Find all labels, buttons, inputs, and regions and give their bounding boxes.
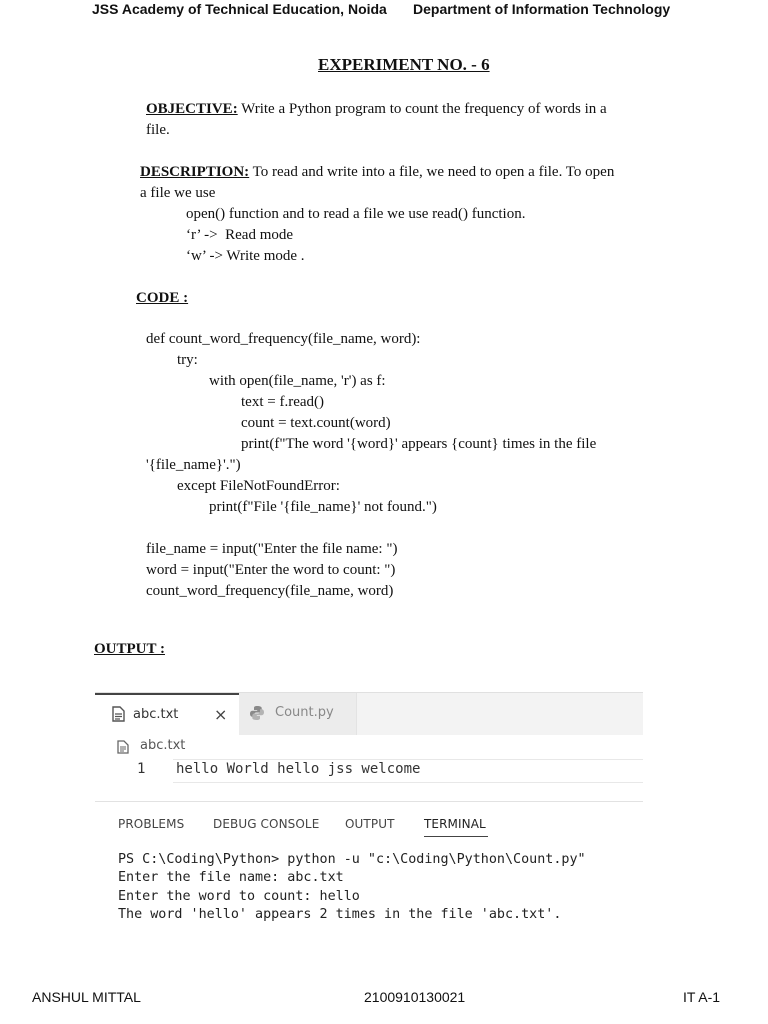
- description-write-mode: ‘w’ -> Write mode .: [186, 248, 305, 264]
- code-line: '{file_name}'."): [146, 457, 241, 473]
- description-label: DESCRIPTION:: [140, 164, 250, 180]
- objective-text: Write a Python program to count the frequency of words in a: [237, 101, 607, 117]
- experiment-title: EXPERIMENT NO. - 6: [318, 55, 490, 74]
- terminal-line: PS C:\Coding\Python> python -u "c:\Coding\Python\Count.py": [118, 852, 586, 867]
- active-tab-underline: [424, 836, 488, 837]
- code-line: with open(file_name, 'r') as f:: [179, 373, 386, 389]
- code-line: print(f"The word '{word}' appears {count} times in the file: [196, 436, 597, 452]
- editor-tab-bar: [95, 692, 643, 735]
- footer-section: IT A-1: [683, 989, 721, 1005]
- python-icon: [249, 705, 265, 725]
- header-institution: JSS Academy of Technical Education, Noida: [92, 1, 387, 17]
- terminal-line: The word 'hello' appears 2 times in the file 'abc.txt'.: [118, 907, 562, 922]
- editor-line-text[interactable]: hello World hello jss welcome: [176, 761, 421, 777]
- description-text: To read and write into a file, we need to open a file. To open: [249, 164, 615, 180]
- tab-abc-txt[interactable]: [95, 693, 239, 735]
- file-icon: [112, 706, 125, 726]
- objective-label: OBJECTIVE:: [146, 101, 238, 117]
- terminal-line: Enter the word to count: hello: [118, 889, 360, 904]
- panel-divider: [95, 801, 643, 802]
- code-line: word = input("Enter the word to count: "): [146, 562, 396, 578]
- tab-terminal[interactable]: TERMINAL: [424, 817, 486, 831]
- description-read-mode: ‘r’ -> Read mode: [186, 227, 294, 243]
- vscode-screenshot: [95, 692, 643, 928]
- tab-problems[interactable]: PROBLEMS: [118, 817, 185, 831]
- tab-output[interactable]: OUTPUT: [345, 817, 395, 831]
- output-label: OUTPUT :: [94, 641, 165, 657]
- terminal-line: Enter the file name: abc.txt: [118, 870, 344, 885]
- code-line: count_word_frequency(file_name, word): [146, 583, 394, 599]
- code-label: CODE :: [136, 290, 189, 306]
- tab-debug-console[interactable]: DEBUG CONSOLE: [213, 817, 320, 831]
- code-line: count = text.count(word): [196, 415, 391, 431]
- line-number: 1: [137, 761, 146, 777]
- header-department: Department of Information Technology: [413, 1, 671, 17]
- code-line: def count_word_frequency(file_name, word):: [146, 331, 421, 347]
- code-line: text = f.read(): [196, 394, 324, 410]
- code-line: try:: [162, 352, 198, 368]
- tab-abc-label: abc.txt: [133, 707, 179, 722]
- objective-line-1: [146, 101, 607, 118]
- code-line: except FileNotFoundError:: [162, 478, 340, 494]
- objective-line-2: file.: [146, 122, 170, 138]
- code-line: print(f"File '{file_name}' not found."): [179, 499, 437, 515]
- description-line-2: a file we use: [140, 185, 216, 201]
- description-open-function: open() function and to read a file we use read() function.: [186, 206, 526, 222]
- breadcrumb[interactable]: abc.txt: [140, 738, 186, 753]
- description-line-1: [140, 164, 614, 181]
- file-icon: [117, 739, 129, 758]
- close-icon[interactable]: ×: [214, 705, 228, 724]
- tab-count-label: Count.py: [275, 705, 334, 720]
- tab-count-py[interactable]: [239, 693, 357, 735]
- footer-roll-number: 2100910130021: [364, 989, 466, 1005]
- footer-student-name: ANSHUL MITTAL: [32, 989, 141, 1005]
- code-line: file_name = input("Enter the file name: "): [146, 541, 398, 557]
